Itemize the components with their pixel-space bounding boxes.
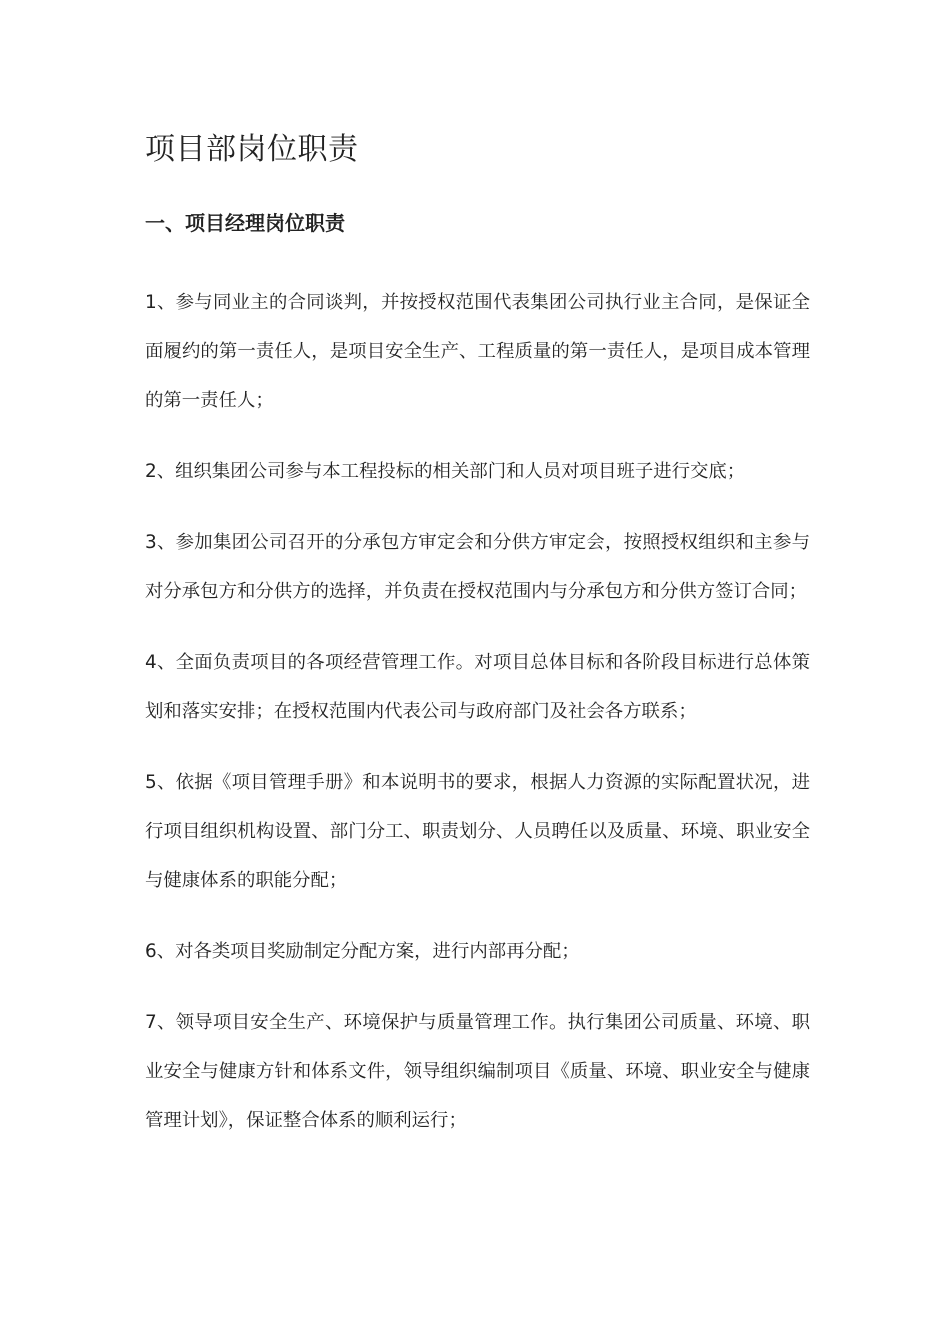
responsibility-item-1: 1、参与同业主的合同谈判，并按授权范围代表集团公司执行业主合同，是保证全面履约的第一责任人，是项目安全生产、工程质量的第一责任人，是项目成本管理的第一责任人； (145, 292, 810, 411)
section-heading: 一、项目经理岗位职责 (145, 211, 345, 235)
responsibility-list (145, 278, 810, 1145)
responsibility-item-2: 2、组织集团公司参与本工程投标的相关部门和人员对项目班子进行交底； (145, 461, 746, 482)
responsibility-item-5: 5、依据《项目管理手册》和本说明书的要求，根据人力资源的实际配置状况，进行项目组织机构设置、部门分工、职责划分、人员聘任以及质量、环境、职业安全与健康体系的职能分配； (145, 772, 810, 891)
document-page (145, 128, 810, 1167)
responsibility-item-4: 4、全面负责项目的各项经营管理工作。对项目总体目标和各阶段目标进行总体策划和落实安排；在授权范围内代表公司与政府部门及社会各方联系； (145, 652, 810, 722)
responsibility-item-3: 3、参加集团公司召开的分承包方审定会和分供方审定会，按照授权组织和主参与对分承包方和分供方的选择，并负责在授权范围内与分承包方和分供方签订合同； (145, 532, 810, 602)
document-title: 项目部岗位职责 (145, 132, 359, 167)
responsibility-item-7: 7、领导项目安全生产、环境保护与质量管理工作。执行集团公司质量、环境、职业安全与健康方针和体系文件，领导组织编制项目《质量、环境、职业安全与健康管理计划》，保证整合体系的顺利运行； (145, 1012, 810, 1131)
responsibility-item-6: 6、对各类项目奖励制定分配方案，进行内部再分配； (145, 941, 580, 962)
